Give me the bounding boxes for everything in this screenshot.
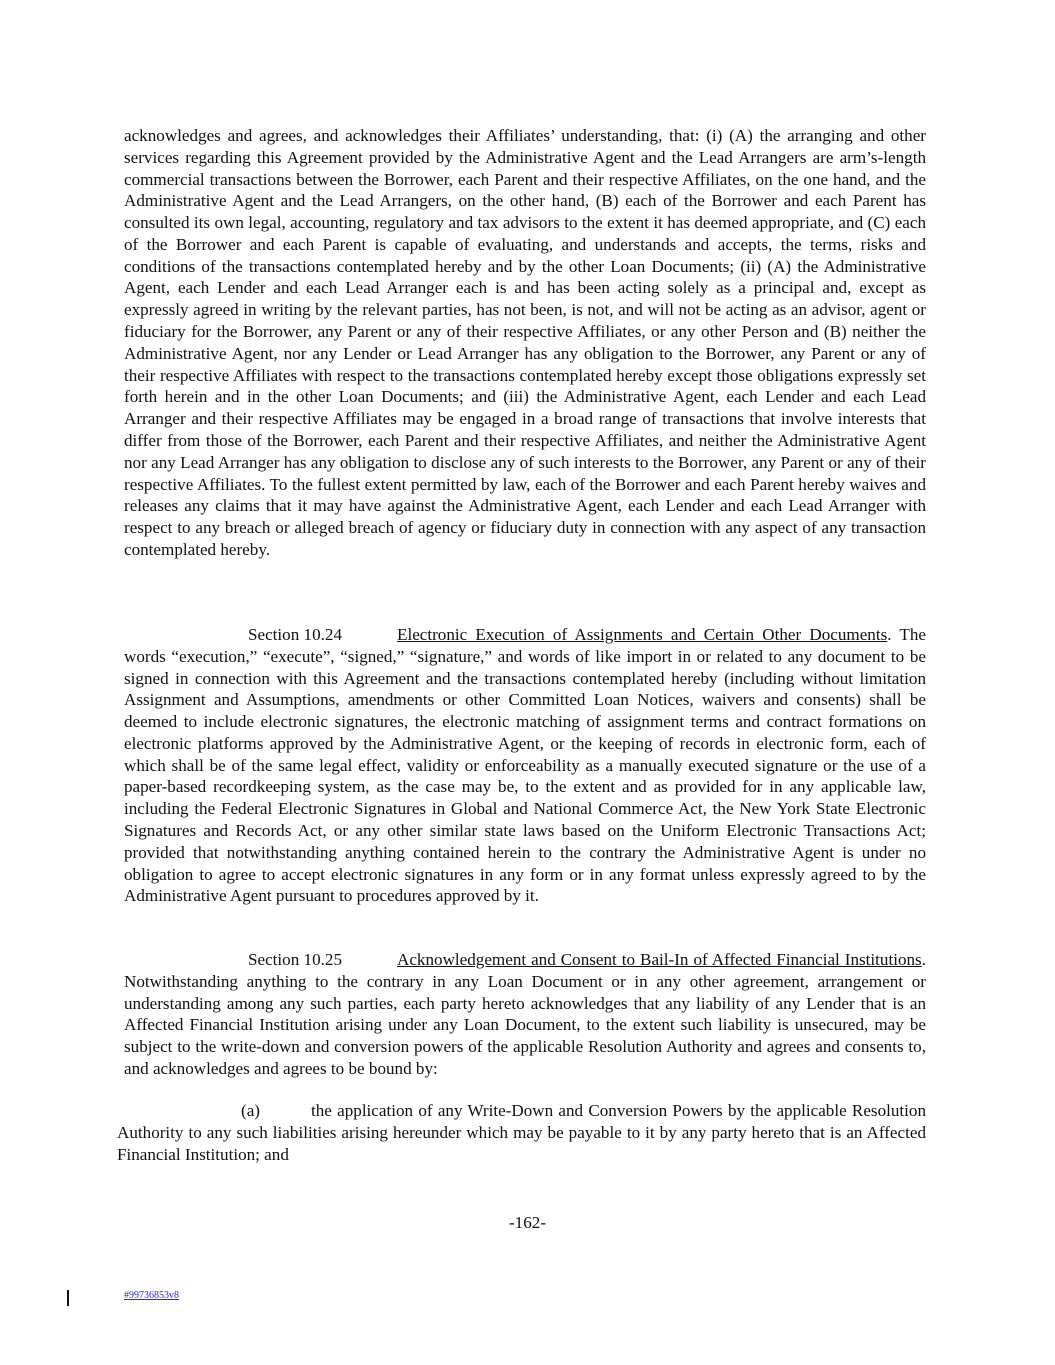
paragraph-continuation	[124, 125, 926, 561]
section-10-25	[124, 949, 926, 1080]
section-number: Section 10.24	[248, 625, 343, 644]
section-number: Section 10.25	[248, 950, 343, 969]
paragraph-text: acknowledges and agrees, and acknowledges their Affiliates’ understanding, that: (i) (A) the arranging and other services regarding this Agreement provided by the Administrative Agent and the Lead Arrangers are arm’s-length commercial transactions between the Borrower, each Parent and their respective Affiliates, on the one hand, and the Administrative Agent and the Lead Arrangers, on the other hand, (B) each of the Borrower and each Parent has consulted its own legal, accounting, regulatory and tax advisors to the extent it has deemed appropriate, and (C) each of the Borrower and each Parent is capable of evaluating, and understands and accepts, the terms, risks and conditions of the transactions contemplated hereby and by the other Loan Documents; (ii) (A) the Administrative Agent, each Lender and each Lead Arranger each is and has been acting solely as a principal and, except as expressly agreed in writing by the relevant parties, has not been, is not, and will not be acting as an advisor, agent or fiduciary for the Borrower, any Parent or any of their respective Affiliates, or any other Person and (B) neither the Administrative Agent, nor any Lender or Lead Arranger has any obligation to the Borrower, any Parent or any of their respective Affiliates with respect to the transactions contemplated hereby except those obligations expressly set forth herein and in the other Loan Documents; and (iii) the Administrative Agent, each Lender and each Lead Arranger and their respective Affiliates may be engaged in a broad range of transactions that involve interests that differ from those of the Borrower, each Parent and their respective Affiliates, and neither the Administrative Agent nor any Lead Arranger has any obligation to disclose any of such interests to the Borrower, any Parent or any of their respective Affiliates. To the fullest extent permitted by law, each of the Borrower and each Parent hereby waives and releases any claims that it may have against the Administrative Agent, each Lender and each Lead Arranger with respect to any breach or alleged breach of agency or fiduciary duty in connection with any aspect of any transaction contemplated hereby.	[124, 126, 926, 559]
revision-bar	[67, 1290, 69, 1306]
list-item-label: (a)	[241, 1101, 260, 1120]
section-body: . The words “execution,” “execute”, “signed,” “signature,” and words of like import in or related to any document to be signed in connection with this Agreement and the transactions contemplated hereby (including without limitation Assignment and Assumptions, amendments or other Committed Loan Notices, waivers and consents) shall be deemed to include electronic signatures, the electronic matching of assignment terms and contract formations on electronic platforms approved by the Administrative Agent, or the keeping of records in electronic form, each of which shall be of the same legal effect, validity or enforceability as a manually executed signature or the use of a paper-based recordkeeping system, as the case may be, to the extent and as provided for in any applicable law, including the Federal Electronic Signatures in Global and National Commerce Act, the New York State Electronic Signatures and Records Act, or any other similar state laws based on the Uniform Electronic Transactions Act; provided that notwithstanding anything contained herein to the contrary the Administrative Agent is under no obligation to agree to accept electronic signatures in any form or in any format unless expressly agreed to by the Administrative Agent pursuant to procedures approved by it.	[124, 625, 926, 906]
page-number: -162-	[508, 1213, 547, 1232]
section-10-24	[124, 624, 926, 907]
list-item-a	[117, 1100, 926, 1165]
section-title: Acknowledgement and Consent to Bail-In of Affected Financial Institutions	[397, 950, 922, 969]
section-title: Electronic Execution of Assignments and Certain Other Documents	[397, 625, 888, 644]
list-item-text: the application of any Write-Down and Conversion Powers by the applicable Resolution Authority to any such liabilities arising hereunder which may be payable to it by any party hereto that is an Affected Financial Institution; and	[117, 1101, 926, 1164]
document-id-link[interactable]: #99736853v8	[124, 1290, 179, 1301]
section-body: . Notwithstanding anything to the contrary in any Loan Document or in any other agreement, arrangement or understanding among any such parties, each party hereto acknowledges that any liability of any Lender that is an Affected Financial Institution arising under any Loan Document, to the extent such liability is unsecured, may be subject to the write-down and conversion powers of the applicable Resolution Authority and agrees and consents to, and acknowledges and agrees to be bound by:	[124, 950, 926, 1078]
